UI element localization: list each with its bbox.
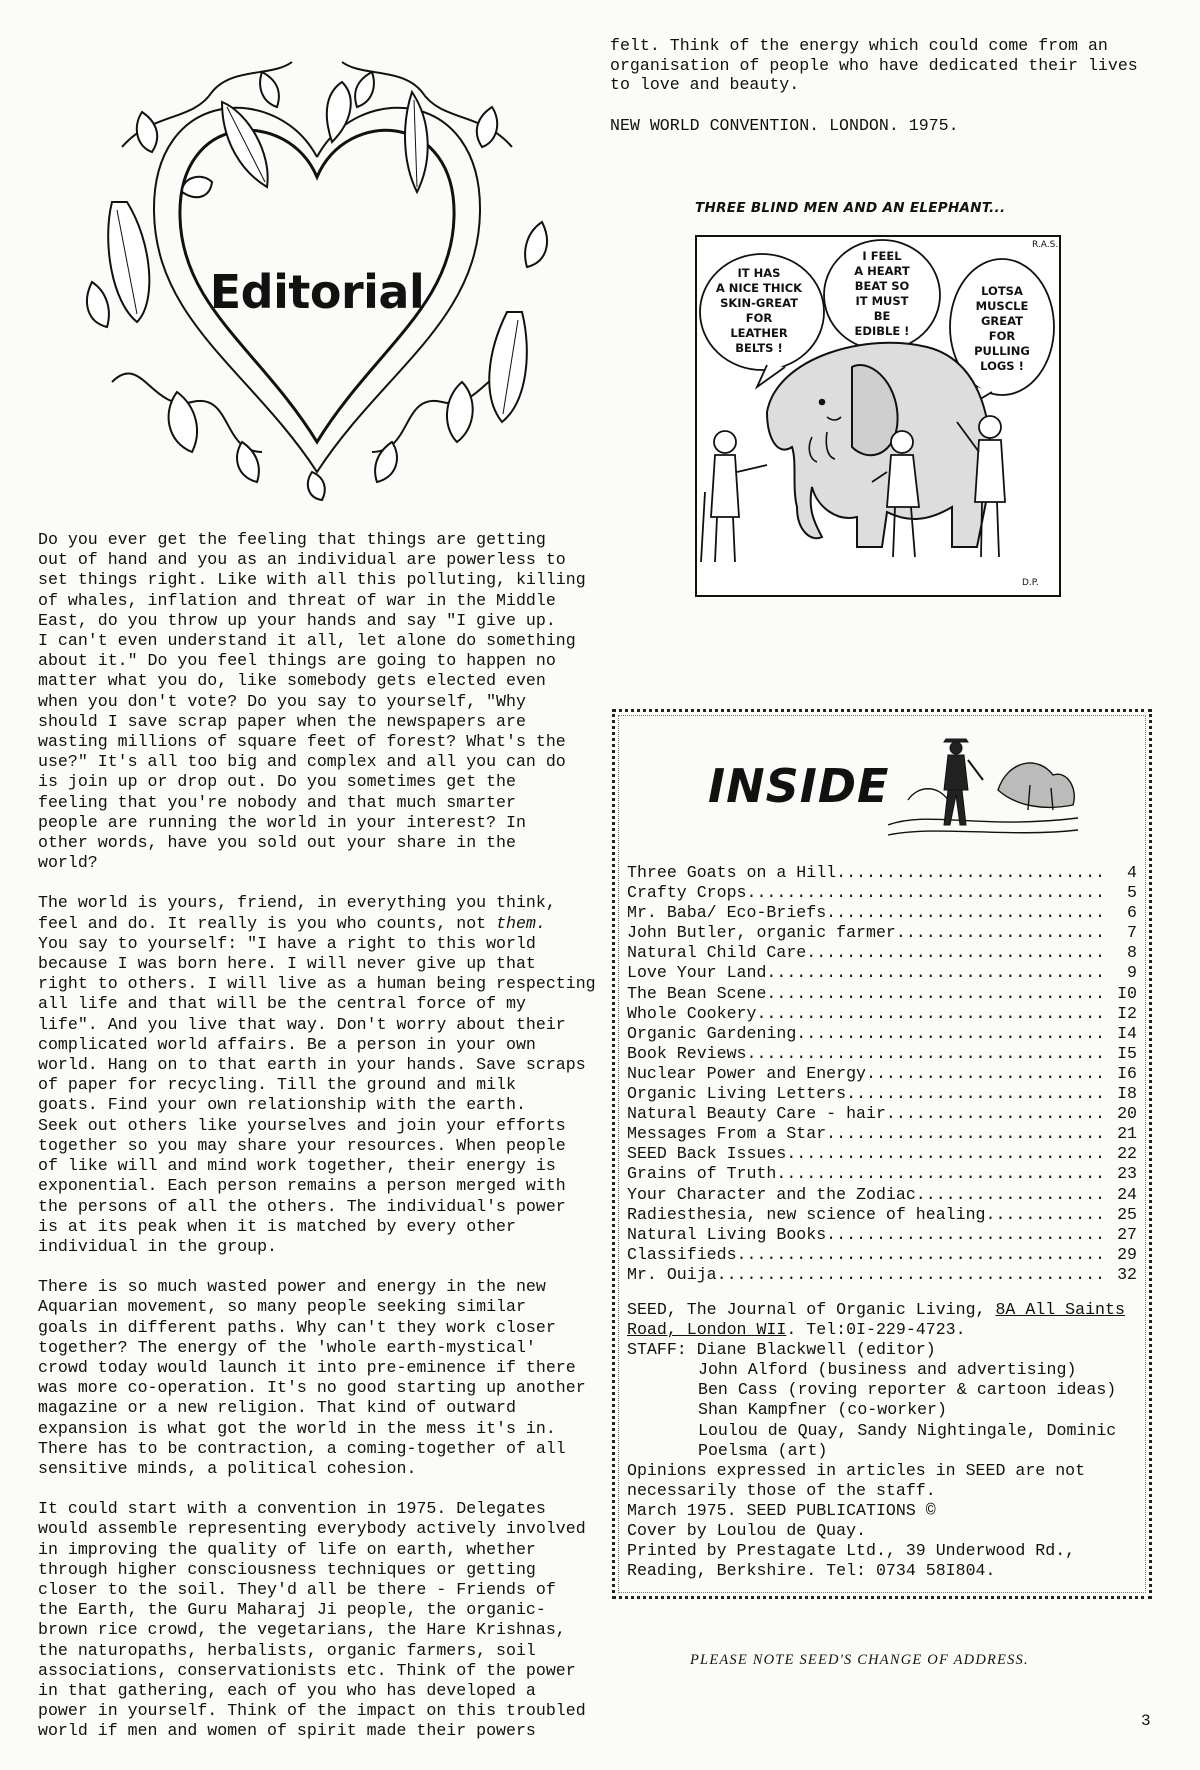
bubble-2-line: IT MUST bbox=[855, 294, 909, 308]
toc-dot-leader bbox=[796, 1024, 1103, 1044]
cover-credit: Cover by Loulou de Quay. bbox=[627, 1521, 866, 1541]
toc-dot-leader bbox=[866, 1064, 1103, 1084]
toc-entry-page: 23 bbox=[1117, 1164, 1137, 1184]
toc-dot-leader bbox=[737, 1245, 1103, 1265]
toc-dot-leader bbox=[766, 984, 1103, 1004]
toc-entry-page: I8 bbox=[1117, 1084, 1137, 1104]
staff-member: Diane Blackwell (editor) bbox=[696, 1340, 936, 1360]
toc-entry-page: 21 bbox=[1117, 1124, 1137, 1144]
toc-entry-page: 9 bbox=[1127, 963, 1137, 983]
editorial-signoff: NEW WORLD CONVENTION. LONDON. 1975. bbox=[610, 115, 959, 135]
toc-dot-leader bbox=[776, 1164, 1103, 1184]
elephant-cartoon bbox=[695, 235, 1061, 597]
toc-entry-page: 32 bbox=[1117, 1264, 1137, 1284]
toc-entry bbox=[627, 1205, 1137, 1225]
bubble-2-line: EDIBLE ! bbox=[854, 324, 910, 338]
bubble-3-line: LOGS ! bbox=[980, 359, 1024, 373]
toc-dot-leader bbox=[747, 883, 1104, 903]
toc-entry bbox=[627, 1225, 1137, 1245]
toc-dot-leader bbox=[985, 1205, 1103, 1225]
editorial-title: Editorial bbox=[209, 265, 425, 319]
toc-entry-title: The Bean Scene bbox=[627, 983, 767, 1003]
paragraph-2-text-b: You say to yourself: "I have a right to this world because I was born here. I will never give up that right to others. I will live as a human being respecting all life and that will be the central force of my life". And you live that way. Don't worry about their complicated world affairs. Be a person in your own world. Hang on to that earth in your hands. Save scraps of paper for recycling. Till the ground and milk goats. Find your own relationship with the earth. Seek out others like yourselves and join your efforts together so you may share your resources. When people of like will and mind work together, their energy is exponential. Each person remains a person merged with the persons of all the others. The individual's power is at its peak when it is matched by every other individual in the group. bbox=[38, 933, 596, 1256]
toc-entry bbox=[627, 1164, 1137, 1184]
toc-dot-leader bbox=[786, 1144, 1103, 1164]
opinions-disclaimer: necessarily those of the staff. bbox=[627, 1480, 936, 1500]
toc-entry-page: 4 bbox=[1127, 863, 1137, 882]
staff-member: Poelsma (art) bbox=[698, 1440, 828, 1460]
printer-credit: Reading, Berkshire. Tel: 0734 58I804. bbox=[627, 1561, 996, 1581]
inside-title: INSIDE bbox=[708, 759, 890, 813]
toc-entry bbox=[627, 984, 1137, 1004]
paragraph-2-text-a: The world is yours, friend, in everything you think, feel and do. It really is you who counts, not bbox=[38, 893, 556, 933]
toc-entry-page: 5 bbox=[1127, 883, 1137, 903]
toc-entry bbox=[627, 1044, 1137, 1064]
toc-dot-leader bbox=[896, 923, 1103, 943]
bubble-3-line: PULLING bbox=[974, 344, 1030, 358]
toc-entry bbox=[627, 923, 1137, 943]
toc-dot-leader bbox=[826, 1124, 1103, 1144]
toc-entry-title: Mr. Ouija bbox=[627, 1264, 717, 1284]
toc-dot-leader bbox=[756, 1004, 1103, 1024]
staff-label: STAFF: bbox=[627, 1340, 697, 1360]
bubble-1-line: BELTS ! bbox=[735, 341, 783, 355]
bubble-2-line: BE bbox=[873, 309, 891, 323]
publication-date: March 1975. SEED PUBLICATIONS © bbox=[627, 1500, 936, 1520]
toc-entry-title: Messages From a Star bbox=[627, 1124, 827, 1144]
toc-entry bbox=[627, 1104, 1137, 1124]
editorial-body bbox=[38, 530, 610, 1762]
bubble-2-text bbox=[854, 249, 910, 338]
toc-entry-title: Nuclear Power and Energy bbox=[627, 1063, 866, 1083]
colophon-journal-line bbox=[627, 1300, 1142, 1320]
toc-entry-title: Crafty Crops bbox=[627, 883, 747, 903]
cartoon-signature-top: R.A.S. bbox=[1032, 240, 1059, 250]
staff-member: Ben Cass (roving reporter & cartoon ideas) bbox=[698, 1380, 1117, 1400]
bubble-2-line: I FEEL bbox=[862, 249, 902, 263]
toc-entry-page: I4 bbox=[1117, 1023, 1137, 1043]
staff-member: John Alford (business and advertising) bbox=[698, 1360, 1077, 1380]
toc-entry bbox=[627, 883, 1137, 903]
page-number: 3 bbox=[1141, 1712, 1151, 1730]
toc-dot-leader bbox=[806, 943, 1103, 963]
colophon bbox=[627, 1300, 1142, 1581]
toc-dot-leader bbox=[846, 1084, 1103, 1104]
elephant-drawing bbox=[767, 343, 990, 547]
bubble-1-line: IT HAS bbox=[737, 266, 781, 280]
toc-entry bbox=[627, 1265, 1137, 1285]
toc-dot-leader bbox=[766, 963, 1103, 983]
toc-entry-page: I5 bbox=[1117, 1043, 1137, 1063]
toc-entry bbox=[627, 1064, 1137, 1084]
journal-name: SEED, The Journal of Organic Living, bbox=[627, 1300, 996, 1319]
toc-entry bbox=[627, 1084, 1137, 1104]
landscape-illustration bbox=[888, 730, 1078, 840]
toc-entry-title: Natural Living Books bbox=[627, 1224, 827, 1244]
toc-entry-title: Book Reviews bbox=[627, 1043, 747, 1063]
toc-entry-title: Mr. Baba/ Eco-Briefs bbox=[627, 903, 827, 923]
bubble-3-line: FOR bbox=[988, 329, 1016, 343]
toc-entry-page: 29 bbox=[1117, 1244, 1137, 1264]
bubble-1-line: SKIN-GREAT bbox=[720, 296, 798, 310]
toc-entry-title: Natural Child Care bbox=[627, 943, 807, 963]
toc-dot-leader bbox=[916, 1185, 1103, 1205]
toc-entry-page: 7 bbox=[1127, 923, 1137, 943]
toc-dot-leader bbox=[836, 863, 1103, 883]
toc-entry-page: I6 bbox=[1117, 1063, 1137, 1083]
toc-entry bbox=[627, 1185, 1137, 1205]
editorial-continuation bbox=[610, 36, 1170, 156]
staff-line bbox=[627, 1340, 1142, 1360]
toc-entry-title: Classifieds bbox=[627, 1244, 737, 1264]
toc-entry-page: 27 bbox=[1117, 1224, 1137, 1244]
toc-entry-page: I2 bbox=[1117, 1003, 1137, 1023]
toc-entry-title: Natural Beauty Care - hair bbox=[627, 1104, 886, 1124]
toc-entry bbox=[627, 963, 1137, 983]
bubble-2-line: BEAT SO bbox=[854, 279, 910, 293]
toc-entry bbox=[627, 1004, 1137, 1024]
toc-entry-title: SEED Back Issues bbox=[627, 1144, 787, 1164]
telephone: . Tel:0I-229-4723. bbox=[786, 1320, 966, 1340]
toc-entry bbox=[627, 1245, 1137, 1265]
toc-entry-title: Organic Gardening bbox=[627, 1023, 797, 1043]
toc-entry-page: 22 bbox=[1117, 1144, 1137, 1164]
bubble-2-line: A HEART bbox=[854, 264, 910, 278]
toc-entry-title: Three Goats on a Hill bbox=[627, 863, 837, 882]
toc-dot-leader bbox=[826, 903, 1103, 923]
cartoon-signature-bottom: D.P. bbox=[1022, 578, 1039, 588]
toc-entry-page: 20 bbox=[1117, 1104, 1137, 1124]
bubble-1-line: FOR bbox=[745, 311, 773, 325]
toc-entry-page: 6 bbox=[1127, 903, 1137, 923]
toc-entry-title: Organic Living Letters bbox=[627, 1084, 847, 1104]
bubble-1-line: A NICE THICK bbox=[715, 281, 803, 295]
toc-entry-page: I0 bbox=[1117, 983, 1137, 1003]
toc-entry-title: Love Your Land bbox=[627, 963, 767, 983]
inside-contents-box bbox=[612, 709, 1152, 1599]
toc-dot-leader bbox=[826, 1225, 1103, 1245]
bubble-3-line: LOTSA bbox=[981, 284, 1023, 298]
table-of-contents bbox=[627, 863, 1137, 1285]
toc-entry bbox=[627, 1124, 1137, 1144]
address-part-1: 8A All Saints bbox=[995, 1300, 1125, 1319]
cartoon-caption: THREE BLIND MEN AND AN ELEPHANT... bbox=[695, 200, 1006, 216]
address-change-note: PLEASE NOTE SEED'S CHANGE OF ADDRESS. bbox=[690, 1652, 1029, 1668]
toc-dot-leader bbox=[747, 1044, 1104, 1064]
toc-entry-title: Grains of Truth bbox=[627, 1164, 777, 1184]
toc-entry bbox=[627, 1144, 1137, 1164]
editorial-paragraph-1: Do you ever get the feeling that things are getting out of hand and you as an individual are powerless to set things right. Like with all this polluting, killing of whales, inflation and threat of war in the Middle East, do you throw up your hands and say "I give up. I can't even understand it all, let alone do something about it." Do you feel things are going to happen no matter what you do, like somebody gets elected even when you don't vote? Do you say to yourself, "Why should I save scrap paper when the newspapers are wasting millions of square feet of forest? What's the use?" It's all too big and complex and all you can do is join up or drop out. Do you sometimes get the feeling that you're nobody and that much smarter people are running the world in your interest? In other words, have you sold out your share in the world? bbox=[38, 530, 586, 873]
toc-entry bbox=[627, 943, 1137, 963]
elephant-cartoon-drawing bbox=[697, 237, 1059, 595]
editorial-paragraph-3: There is so much wasted power and energy in the new Aquarian movement, so many people seeking similar goals in different paths. Why can't they work closer together? The energy of the 'whole earth-mystical' crowd today would launch it into pre-eminence if there was more co-operation. It's no good starting up another magazine or a new religion. That kind of outward expansion is what got the world in the mess it's in. There has to be contraction, a coming-together of all sensitive minds, a political cohesion. bbox=[38, 1277, 586, 1478]
toc-entry-title: Radiesthesia, new science of healing bbox=[627, 1204, 986, 1224]
toc-entry bbox=[627, 1024, 1137, 1044]
toc-entry-title: Your Character and the Zodiac bbox=[627, 1184, 916, 1204]
opinions-disclaimer: Opinions expressed in articles in SEED are not bbox=[627, 1460, 1086, 1480]
staff-member: Loulou de Quay, Sandy Nightingale, Dominic bbox=[698, 1420, 1117, 1440]
toc-entry-page: 24 bbox=[1117, 1184, 1137, 1204]
bubble-3-line: MUSCLE bbox=[975, 299, 1029, 313]
toc-entry-page: 25 bbox=[1117, 1204, 1137, 1224]
printer-credit: Printed by Prestagate Ltd., 39 Underwood Rd., bbox=[627, 1541, 1076, 1561]
editorial-paragraph-2 bbox=[38, 893, 610, 1257]
toc-dot-leader bbox=[717, 1265, 1103, 1285]
editorial-heading-illustration bbox=[82, 52, 552, 502]
address-part-2: Road, London WII bbox=[627, 1320, 787, 1340]
toc-entry-title: Whole Cookery bbox=[627, 1003, 757, 1023]
editorial-continuation-text: felt. Think of the energy which could come from an organisation of people who have dedicated their lives to love and beauty. bbox=[610, 36, 1138, 94]
toc-dot-leader bbox=[886, 1104, 1103, 1124]
toc-entry bbox=[627, 903, 1137, 923]
bubble-3-line: GREAT bbox=[980, 314, 1024, 328]
colophon-address-line bbox=[627, 1320, 1142, 1340]
staff-member: Shan Kampfner (co-worker) bbox=[698, 1400, 947, 1420]
toc-entry-title: John Butler, organic farmer bbox=[627, 923, 896, 943]
toc-entry bbox=[627, 863, 1137, 883]
bubble-1-line: LEATHER bbox=[730, 326, 788, 340]
paragraph-2-emphasis: them. bbox=[496, 913, 546, 933]
toc-entry-page: 8 bbox=[1127, 943, 1137, 963]
editorial-paragraph-4: It could start with a convention in 1975. Delegates would assemble representing everybody actively involved in improving the quality of life on earth, whether through higher consciousness techniques or getting closer to the soil. They'd all be there - Friends of the Earth, the Guru Maharaj Ji people, the organic- brown rice crowd, the vegetarians, the Hare Krishnas, the naturopaths, herbalists, organic farmers, soil associations, conservationists etc. Think of the power in that gathering, each of you who has developed a power in yourself. Think of the impact on this troubled world if men and women of spirit made their powers bbox=[38, 1499, 586, 1741]
